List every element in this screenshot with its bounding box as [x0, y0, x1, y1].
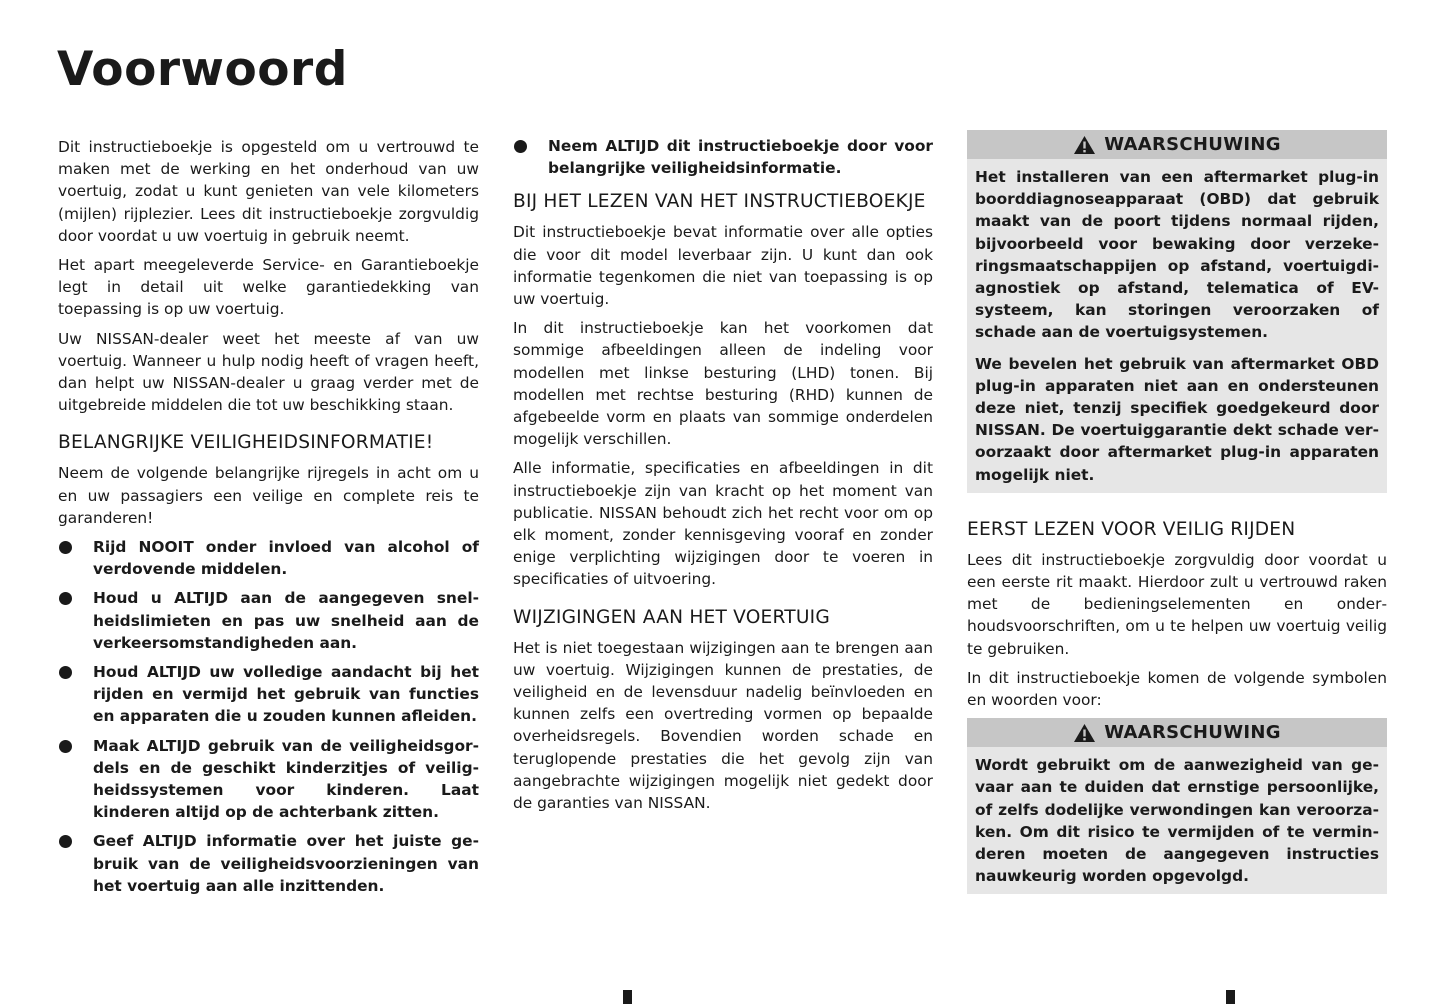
safety-heading: BELANGRIJKE VEILIGHEIDSINFORMATIE!	[58, 432, 434, 454]
intro-paragraph: Uw NISSAN-dealer weet het meeste af van uw voertuig. Wanneer u hulp nodig heeft of vragen heeft, dan helpt uw NISSAN-dealer u graag verder met de uitgebreide middelen die tot uw beschikking staan.	[58, 329, 479, 415]
warning-header	[967, 130, 1387, 159]
first-read-paragraph: Lees dit instructieboekje zorgvuldig door voordat u een eerste rit maakt. Hierdoor zult u vertrouwd raken met de bedieningselementen en onderhoudsvoorschriften, om u te helpen uw voertuig veilig te gebruiken.	[967, 550, 1387, 658]
list-item: Rijd NOOIT onder invloed van alcohol of verdovende middelen.	[58, 536, 479, 580]
safety-rules-list	[58, 536, 479, 897]
list-item: Houd ALTIJD uw volledige aandacht bij het rijden en vermijd het gebruik van functies en apparaten die u zouden kunnen afleiden.	[58, 661, 479, 728]
bullet-icon	[514, 140, 527, 153]
warning-triangle-icon	[1073, 723, 1096, 743]
warning-box	[967, 718, 1387, 894]
reading-paragraph: In dit instructieboekje kan het voorkomen dat sommige afbeeldingen alleen de indeling voor modellen met linkse besturing (LHD) tonen. Bij modellen met rechtse besturing (RHD) kunnen de afgebeelde vorm en plaats van sommige onderdelen mogelijk verschillen.	[513, 319, 933, 449]
list-item: Geef ALTIJD informatie over het juiste gebruik van de veiligheidsvoorzieningen van het voertuig aan alle inzittenden.	[58, 830, 479, 897]
crop-mark	[623, 990, 632, 1004]
modifications-paragraph: Het is niet toegestaan wijzigingen aan te brengen aan uw voertuig. Wijzigingen kunnen de prestaties, de veiligheid en de levensduur nadelig beïnvloeden en kunnen zelfs een overtreding vormen op bepaalde overheidsregels. Bovendien worden schade en teruglopende prestaties die het gevolg zijn van aangebrachte wijzigingen mogelijk niet gedekt door de garanties van NISSAN.	[513, 638, 933, 813]
warning-paragraph: We bevelen het gebruik van aftermarket OBD plug-in apparaten niet aan en ondersteunen deze niet, tenzij specifiek goedgekeurd door NISSAN. De voertuiggarantie dekt schade veroorzaakt door aftermarket plug-in apparaten mogelijk niet.	[975, 354, 1379, 484]
warning-label: WAARSCHUWING	[1104, 722, 1281, 744]
intro-paragraph: Dit instructieboekje is opgesteld om u vertrouwd te maken met de werking en het onderhoud van uw voertuig, zodat u kunt genieten van vele kilometers (mijlen) rijplezier. Lees dit instructieboekje zorgvuldig door voordat u uw voertuig in gebruik neemt.	[58, 138, 479, 245]
bullet-icon	[59, 592, 72, 605]
first-read-paragraph: In dit instructieboekje komen de volgende symbolen en woorden voor:	[967, 668, 1387, 710]
bullet-icon	[59, 740, 72, 753]
reading-paragraph: Alle informatie, specificaties en afbeeldingen in dit instructieboekje zijn van kracht op het moment van publicatie. NISSAN behoudt zich het recht voor om op elk moment, zonder kennisgeving vooraf en zonder enige verplichting wijzigingen door te voeren in specificaties of uitvoering.	[513, 459, 933, 589]
safety-rules-list-continued	[513, 135, 933, 179]
bullet-icon	[59, 541, 72, 554]
warning-body	[967, 159, 1387, 493]
warning-box	[967, 130, 1387, 493]
column-right	[967, 130, 1387, 894]
warning-paragraph: Het installeren van een aftermarket plug-in boorddiagnoseapparaat (OBD) dat gebruik maakt van de poort tijdens normaal rijden, bijvoorbeeld voor bewaking door verzekeringsmaatschappijen op afstand, voertuigdiagnostiek op afstand, telematica of EV-systeem, kan storingen veroorzaken of schade aan de voertuigsystemen.	[975, 168, 1379, 342]
first-read-heading: EERST LEZEN VOOR VEILIG RIJDEN	[967, 518, 1296, 540]
safety-intro: Neem de volgende belangrijke rijregels in acht om u en uw passagiers een veilige en complete reis te garanderen!	[58, 464, 479, 527]
intro-paragraph: Het apart meegeleverde Service- en Garantieboekje legt in detail uit welke garantiedekking van toepassing is op uw voertuig.	[58, 256, 479, 319]
warning-header	[967, 718, 1387, 747]
column-middle	[513, 135, 933, 821]
warning-paragraph: Wordt gebruikt om de aanwezigheid van gevaar aan te duiden dat ernstige persoonlijke, of zelfs dodelijke verwondingen kan veroorzaken. Om dit risico te vermijden of te verminderen moeten de aangegeven instructies nauwkeurig worden opgevolgd.	[975, 756, 1379, 886]
column-left	[58, 136, 479, 904]
warning-label: WAARSCHUWING	[1104, 134, 1281, 155]
bullet-icon	[59, 666, 72, 679]
crop-mark	[1226, 990, 1235, 1004]
list-item: Neem ALTIJD dit instructieboekje door voor belangrijke veiligheidsinformatie.	[513, 135, 933, 179]
modifications-heading: WIJZIGINGEN AAN HET VOERTUIG	[513, 606, 830, 628]
warning-body	[967, 747, 1387, 894]
warning-triangle-icon	[1073, 135, 1096, 155]
reading-heading: BIJ HET LEZEN VAN HET INSTRUCTIEBOEKJE	[513, 191, 926, 213]
list-item: Maak ALTIJD gebruik van de veiligheidsgordels en de geschikt kinderzitjes of veiligheidssystemen voor kinderen. Laat kinderen altijd op de achterbank zitten.	[58, 735, 479, 824]
list-item: Houd u ALTIJD aan de aangegeven snelheidslimieten en pas uw snelheid aan de verkeersomstandigheden aan.	[58, 587, 479, 654]
page-title: Voorwoord	[57, 42, 348, 97]
bullet-icon	[59, 835, 72, 848]
reading-paragraph: Dit instructieboekje bevat informatie over alle opties die voor dit model leverbaar zijn. U kunt dan ook informatie tegenkomen die niet van toepassing is op uw voertuig.	[513, 223, 933, 309]
